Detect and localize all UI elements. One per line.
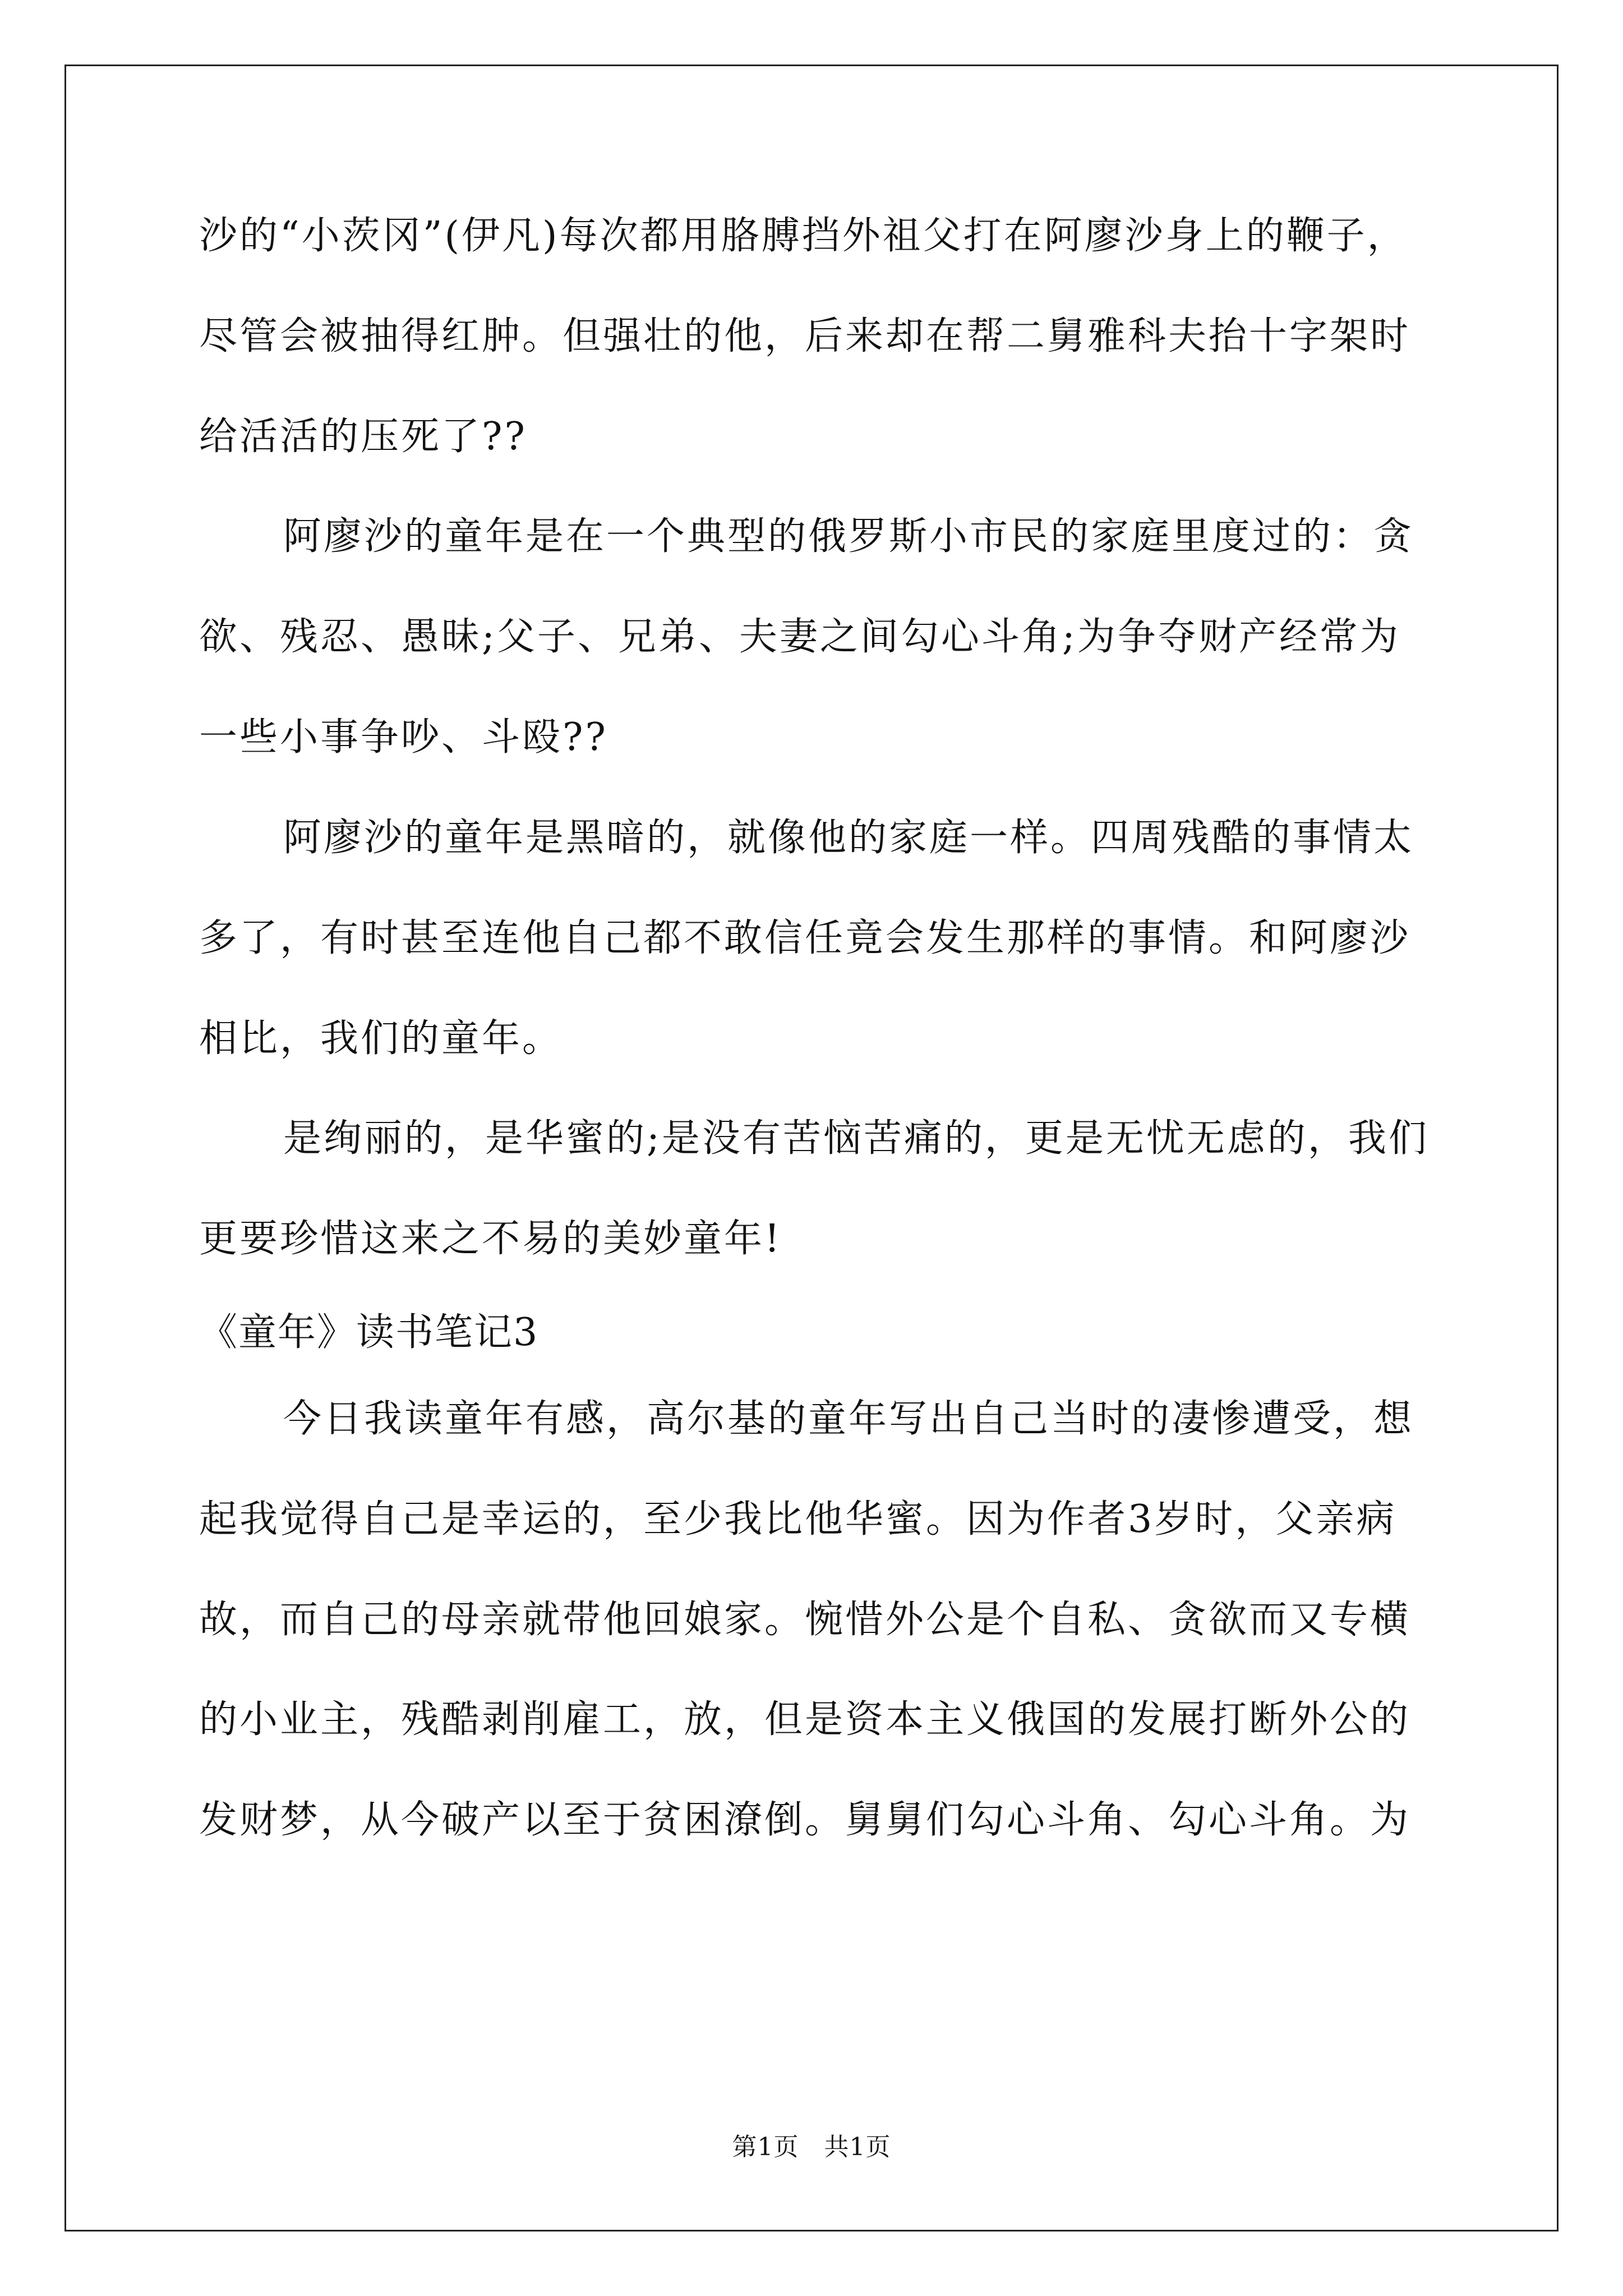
- paragraph-first-line: 阿廖沙的童年是在一个典型的俄罗斯小市民的家庭里度过的：贪: [283, 514, 1414, 559]
- body-line: 一些小事争吵、斗殴??: [199, 715, 608, 760]
- body-line: 欲、残忍、愚昧;父子、兄弟、夫妻之间勾心斗角;为争夺财产经常为: [199, 615, 1400, 659]
- body-line: 尽管会被抽得红肿。但强壮的他，后来却在帮二舅雅科夫抬十字架时: [199, 314, 1411, 358]
- paragraph-first-line: 阿廖沙的童年是黑暗的，就像他的家庭一样。四周残酷的事情太: [283, 816, 1414, 860]
- body-line: 多了，有时甚至连他自己都不敢信任竟会发生那样的事情。和阿廖沙: [199, 916, 1411, 960]
- body-line: 更要珍惜这来之不易的美妙童年!: [199, 1217, 782, 1261]
- paragraph-first-line: 是绚丽的，是华蜜的;是没有苦恼苦痛的，更是无忧无虑的，我们: [283, 1116, 1429, 1161]
- body-line: 起我觉得自己是幸运的，至少我比他华蜜。因为作者3岁时，父亲病: [199, 1497, 1397, 1542]
- section-heading: 《童年》读书笔记3: [199, 1310, 539, 1355]
- page-footer: 第1页 共1页: [732, 2133, 891, 2161]
- body-line: 沙的“小茨冈”(伊凡)每次都用胳膊挡外祖父打在阿廖沙身上的鞭子，: [199, 214, 1408, 258]
- body-line: 给活活的压死了??: [199, 415, 527, 459]
- body-line: 故，而自己的母亲就带他回娘家。惋惜外公是个自私、贪欲而又专横: [199, 1598, 1411, 1642]
- body-line: 的小业主，残酷剥削雇工，放，但是资本主义俄国的发展打断外公的: [199, 1697, 1411, 1742]
- body-line: 发财梦，从今破产以至于贫困潦倒。舅舅们勾心斗角、勾心斗角。为: [199, 1798, 1411, 1842]
- body-line: 相比，我们的童年。: [199, 1016, 563, 1061]
- paragraph-first-line: 今日我读童年有感，高尔基的童年写出自己当时的凄惨遭受，想: [283, 1397, 1414, 1441]
